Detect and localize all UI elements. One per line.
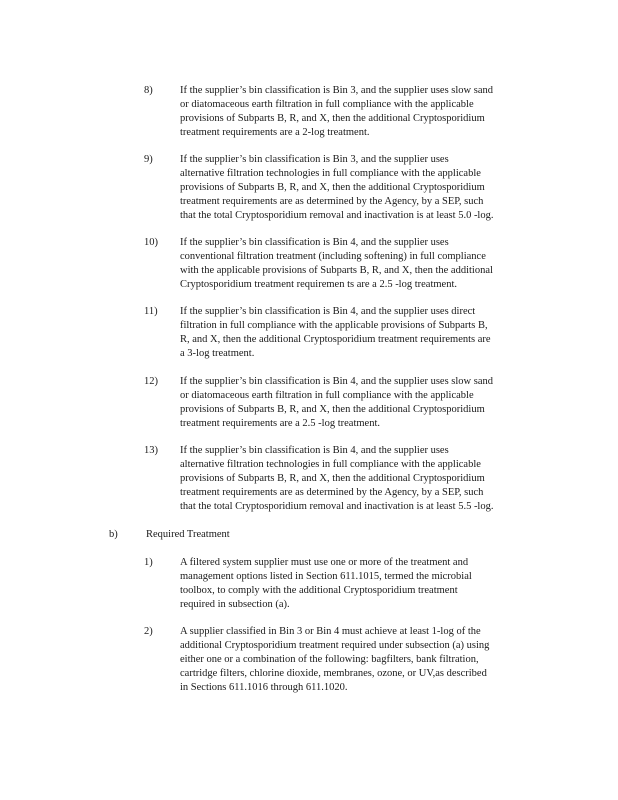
text-line: with the applicable provisions of Subparts B, R, and X, then the additional — [180, 264, 493, 276]
text-line: additional Cryptosporidium treatment required under subsection (a) using — [180, 639, 490, 651]
text-line: A filtered system supplier must use one or more of the treatment and — [180, 557, 469, 568]
text-line: filtration in full compliance with the applicable provisions of Subparts B, — [180, 319, 488, 331]
text-line: conventional filtration treatment (including softening) in full compliance — [180, 250, 486, 262]
text-line: a 3-log treatment. — [180, 347, 255, 359]
text-line: required in subsection (a). — [180, 598, 290, 610]
section-b-title: Required Treatment — [146, 529, 230, 540]
text-line: If the supplier’s bin classification is Bin 4, and the supplier uses — [180, 445, 449, 456]
text-line: Cryptosporidium treatment requiremen ts are a 2.5 -log treatment. — [180, 278, 457, 290]
item-text — [180, 625, 540, 695]
text-line: management options listed in Section 611.1015, termed the microbial — [180, 570, 472, 582]
section-b-label: b) — [109, 529, 118, 540]
text-line: provisions of Subparts B, R, and X, then the additional Cryptosporidium — [180, 181, 485, 193]
item-number: 2) — [144, 626, 153, 637]
text-line: A supplier classified in Bin 3 or Bin 4 must achieve at least 1-log of the — [180, 626, 481, 637]
item-text — [180, 556, 540, 612]
item-number: 11) — [144, 306, 158, 317]
text-line: treatment requirements are as determined by the Agency, by a SEP, such — [180, 486, 484, 498]
item-text — [180, 236, 540, 292]
text-line: toolbox, to comply with the additional Cryptosporidium treatment — [180, 584, 458, 596]
text-line: or diatomaceous earth filtration in full compliance with the applicable — [180, 98, 474, 110]
text-line: cartridge filters, chlorine dioxide, membranes, ozone, or UV,as described — [180, 667, 487, 679]
item-text — [180, 84, 540, 140]
text-line: If the supplier’s bin classification is Bin 3, and the supplier uses slow sand — [180, 85, 494, 96]
text-line: either one or a combination of the following: bagfilters, bank filtration, — [180, 653, 479, 665]
text-line: R, and X, then the additional Cryptosporidium treatment requirements are — [180, 333, 491, 345]
item-text — [180, 375, 540, 431]
item-number: 10) — [144, 237, 158, 248]
text-line: alternative filtration technologies in full compliance with the applicable — [180, 167, 481, 179]
item-number: 9) — [144, 154, 153, 165]
text-line: If the supplier’s bin classification is Bin 4, and the supplier uses direct — [180, 306, 476, 317]
text-line: in Sections 611.1016 through 611.1020. — [180, 681, 348, 693]
item-text — [180, 444, 540, 514]
text-line: or diatomaceous earth filtration in full compliance with the applicable — [180, 389, 474, 401]
text-line: provisions of Subparts B, R, and X, then the additional Cryptosporidium — [180, 403, 485, 415]
text-line: alternative filtration technologies in full compliance with the applicable — [180, 458, 481, 470]
text-line: that the total Cryptosporidium removal and inactivation is at least 5.5 -log. — [180, 500, 494, 512]
text-line: that the total Cryptosporidium removal and inactivation is at least 5.0 -log. — [180, 209, 494, 221]
item-number: 1) — [144, 557, 153, 568]
item-number: 8) — [144, 85, 153, 96]
item-text — [180, 305, 540, 361]
item-text — [180, 153, 540, 223]
text-line: treatment requirements are a 2-log treatment. — [180, 126, 370, 138]
item-number: 13) — [144, 445, 158, 456]
text-line: treatment requirements are as determined by the Agency, by a SEP, such — [180, 195, 484, 207]
text-line: If the supplier’s bin classification is Bin 4, and the supplier uses slow sand — [180, 376, 494, 387]
text-line: If the supplier’s bin classification is Bin 3, and the supplier uses — [180, 154, 449, 165]
item-number: 12) — [144, 376, 158, 387]
text-line: treatment requirements are a 2.5 -log treatment. — [180, 417, 380, 429]
text-line: provisions of Subparts B, R, and X, then the additional Cryptosporidium — [180, 112, 485, 124]
text-line: provisions of Subparts B, R, and X, then the additional Cryptosporidium — [180, 472, 485, 484]
text-line: If the supplier’s bin classification is Bin 4, and the supplier uses — [180, 237, 449, 248]
